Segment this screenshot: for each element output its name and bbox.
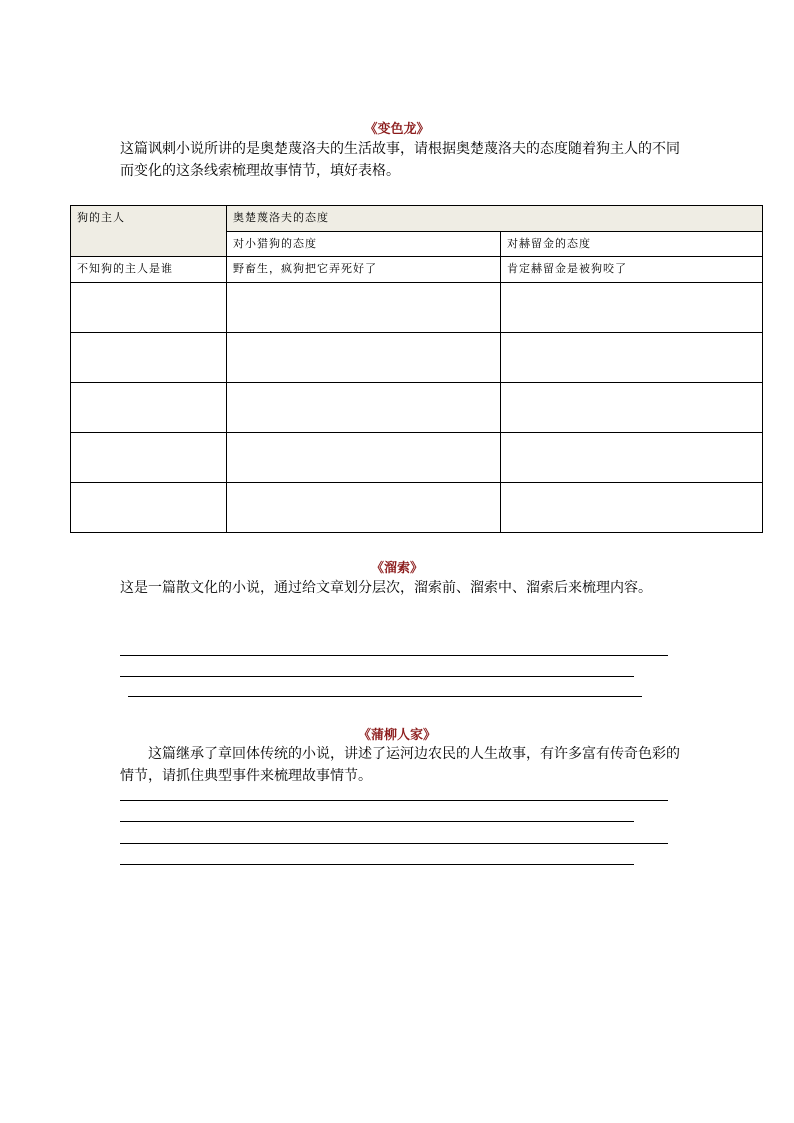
hryukin-attitude-cell: 肯定赫留金是被狗咬了 — [501, 257, 763, 283]
section-intro: 这是一篇散文化的小说，通过给文章划分层次，溜索前、溜索中、溜索后来梳理内容。 — [120, 580, 652, 596]
dog-attitude-cell[interactable] — [227, 433, 501, 483]
owner-cell[interactable] — [71, 433, 227, 483]
owner-cell[interactable] — [71, 283, 227, 333]
header-owner: 狗的主人 — [71, 206, 227, 257]
section-intro: 这篇讽刺小说所讲的是奥楚蔑洛夫的生活故事，请根据奥楚蔑洛夫的态度随着狗主人的不同而变化的这条线索梳理故事情节，填好表格。 — [120, 141, 680, 179]
subheader-hryukin: 对赫留金的态度 — [501, 232, 763, 257]
hryukin-attitude-cell[interactable] — [501, 333, 763, 383]
answer-line[interactable] — [120, 676, 634, 677]
table-row — [71, 483, 763, 533]
plot-table — [70, 205, 763, 533]
table-row — [71, 257, 763, 283]
owner-cell[interactable] — [71, 383, 227, 433]
section-title: 《变色龙》 — [364, 122, 430, 137]
answer-line[interactable] — [120, 843, 668, 844]
dog-attitude-cell[interactable] — [227, 333, 501, 383]
dog-attitude-cell[interactable] — [227, 283, 501, 333]
header-attitude: 奥楚蔑洛夫的态度 — [227, 206, 763, 232]
answer-line[interactable] — [120, 864, 634, 865]
answer-line[interactable] — [120, 655, 668, 656]
table-row — [71, 383, 763, 433]
section-title: 《溜索》 — [370, 561, 423, 576]
section-title: 《蒲柳人家》 — [357, 728, 436, 743]
answer-line[interactable] — [128, 696, 642, 697]
dog-attitude-cell: 野畜生，疯狗把它弄死好了 — [227, 257, 501, 283]
owner-cell[interactable] — [71, 333, 227, 383]
dog-attitude-cell[interactable] — [227, 483, 501, 533]
hryukin-attitude-cell[interactable] — [501, 283, 763, 333]
answer-line[interactable] — [120, 800, 668, 801]
owner-cell[interactable] — [71, 483, 227, 533]
table-row — [71, 333, 763, 383]
dog-attitude-cell[interactable] — [227, 383, 501, 433]
section-intro: 这篇继承了章回体传统的小说，讲述了运河边农民的人生故事，有许多富有传奇色彩的情节，请抓住典型事件来梳理故事情节。 — [120, 746, 680, 784]
table-row — [71, 433, 763, 483]
subheader-dog: 对小猎狗的态度 — [227, 232, 501, 257]
table-row — [71, 283, 763, 333]
owner-cell: 不知狗的主人是谁 — [71, 257, 227, 283]
hryukin-attitude-cell[interactable] — [501, 383, 763, 433]
hryukin-attitude-cell[interactable] — [501, 433, 763, 483]
hryukin-attitude-cell[interactable] — [501, 483, 763, 533]
answer-line[interactable] — [120, 821, 634, 822]
